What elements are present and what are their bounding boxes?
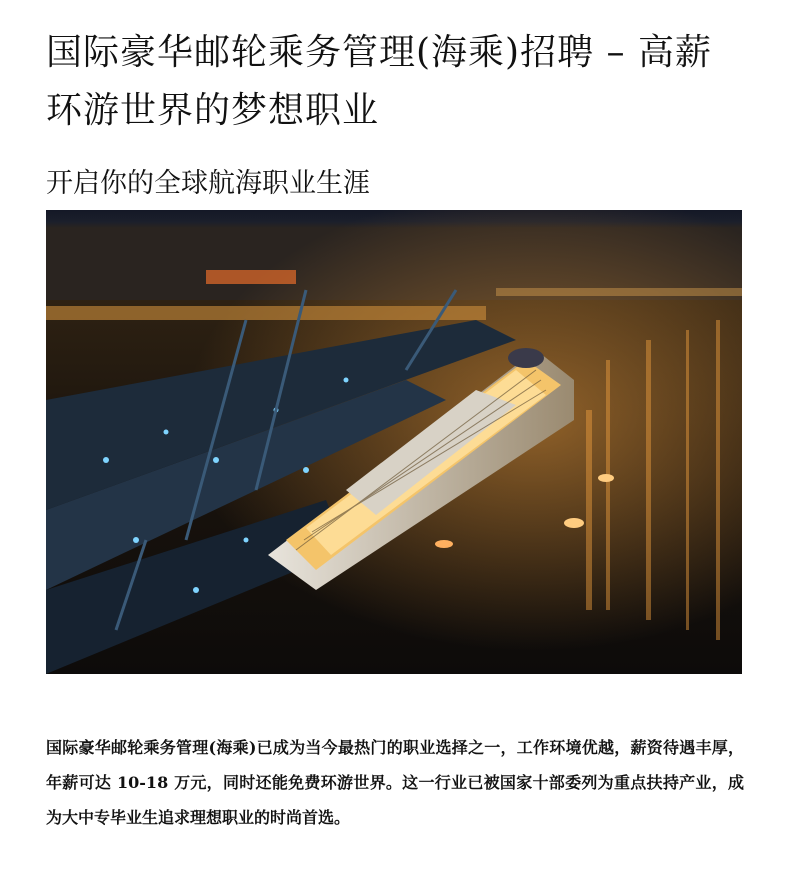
cruise-ship-photo	[46, 210, 742, 674]
page-subtitle: 开启你的全球航海职业生涯	[46, 168, 370, 199]
intro-paragraph: 国际豪华邮轮乘务管理(海乘)已成为当今最热门的职业选择之一，工作环境优越，薪资待遇丰厚，年薪可达 10-18 万元，同时还能免费环游世界。这一行业已被国家十部委列为重点扶持产业，成为大中专毕业生追求理想职业的时尚首选。	[46, 738, 744, 827]
page-title: 国际豪华邮轮乘务管理(海乘)招聘 – 高薪环游世界的梦想职业	[46, 32, 712, 131]
